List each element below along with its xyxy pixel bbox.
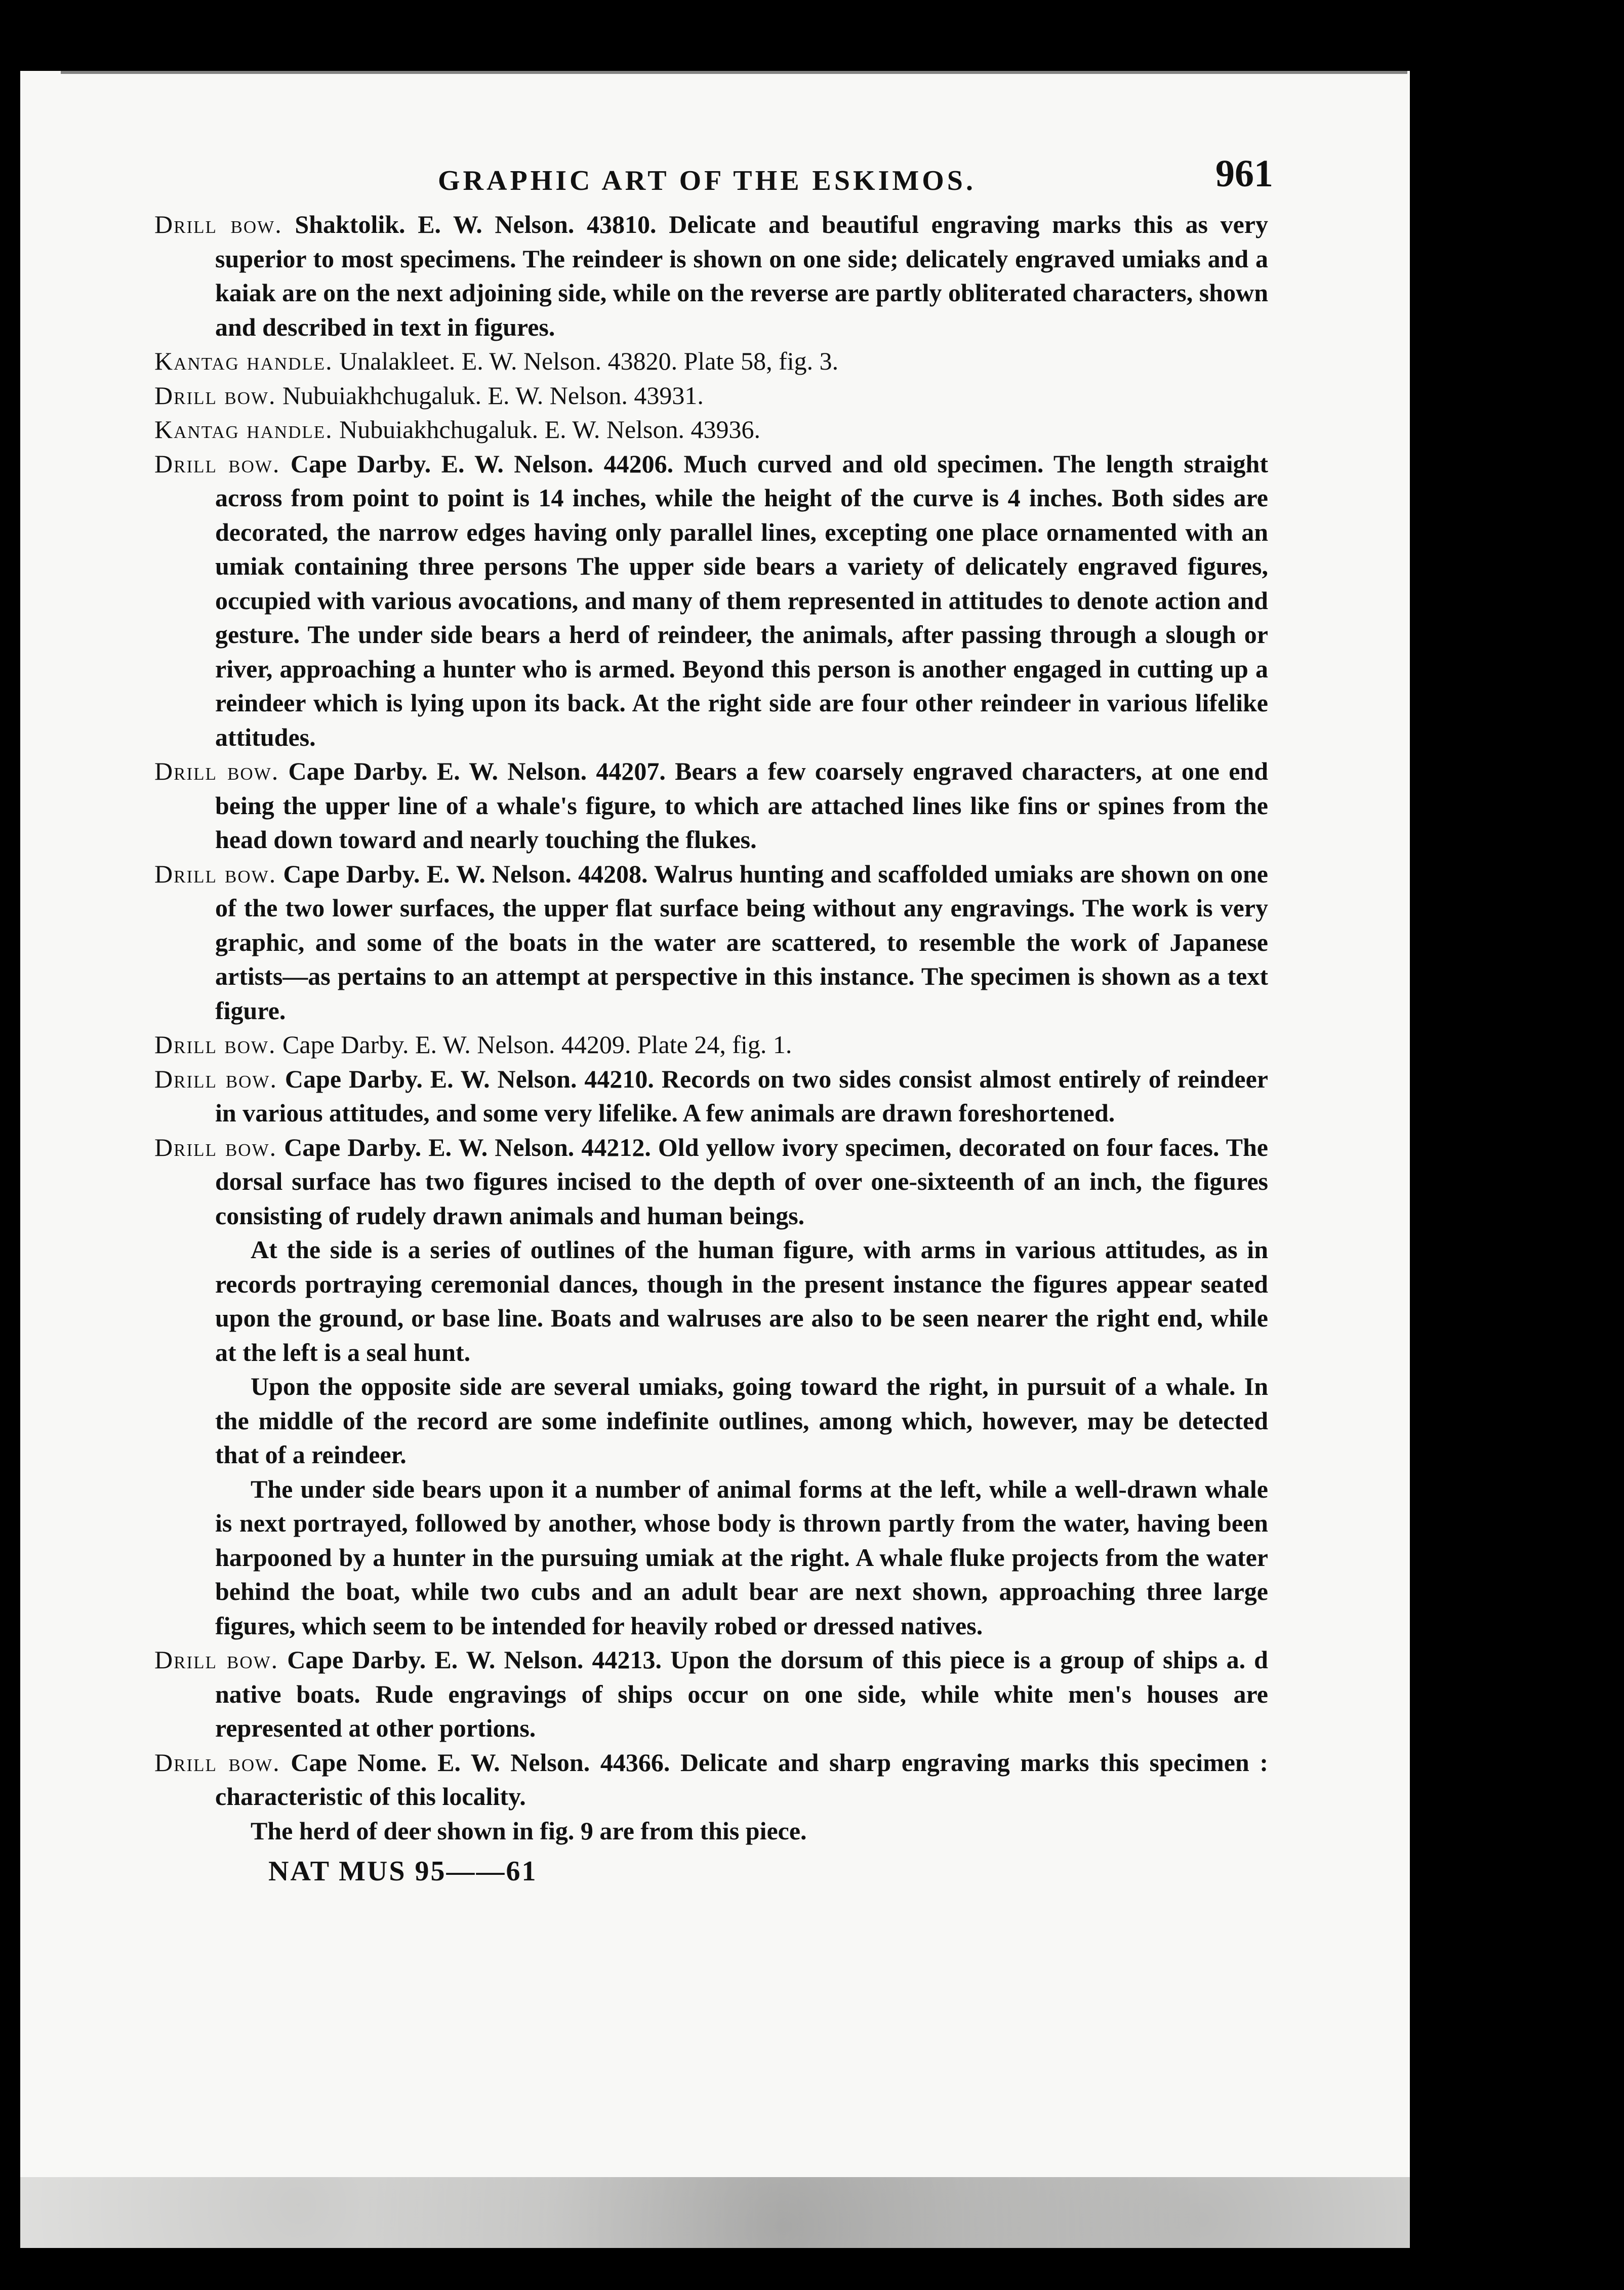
entry-text: Cape Darby. E. W. Nelson. 44207. Bears a few coarsely engraved characters, at one end being the upper line of a whale's figure, to which are attached lines like fins or spines from the head down toward and nearly touching the flukes. <box>215 757 1268 854</box>
entry-label: Drill bow. <box>154 1064 277 1093</box>
entry-text: Shaktolik. E. W. Nelson. 43810. Delicate and beautiful engraving marks this as very superior to most specimens. The reindeer is shown on one side; delicately engraved umiaks and a kaiak are on the next adjoining side, while on the reverse are partly obliterated characters, shown and described in text in figures. <box>215 210 1268 341</box>
catalog-entry-43810 <box>154 208 1268 344</box>
entry-text: Cape Darby. E. W. Nelson. 44209. Plate 24, fig. 1. <box>282 1030 792 1059</box>
entry-text: Cape Darby. E. W. Nelson. 44210. Records on two sides consist almost entirely of reindeer in various attitudes, and some very lifelike. A few animals are drawn foreshortened. <box>215 1064 1268 1127</box>
entry-label: Drill bow. <box>154 381 276 410</box>
entry-label: Kantag handle. <box>154 347 333 375</box>
page-content <box>154 152 1273 1887</box>
catalog-entry-44206 <box>154 447 1268 755</box>
entry-text: Nubuiakhchugaluk. E. W. Nelson. 43931. <box>282 381 704 410</box>
catalog-entry-44208 <box>154 857 1268 1028</box>
entry-label: Drill bow. <box>154 1030 276 1059</box>
paragraph-text: The herd of deer shown in fig. 9 are from this piece. <box>251 1816 807 1845</box>
entry-text: Nubuiakhchugaluk. E. W. Nelson. 43936. <box>339 415 761 444</box>
catalog-entry-43931 <box>154 379 1268 413</box>
entry-label: Kantag handle. <box>154 415 333 444</box>
entry-text: Unalakleet. E. W. Nelson. 43820. Plate 58, fig. 3. <box>339 347 839 375</box>
entry-label: Drill bow. <box>154 859 277 888</box>
entry-label: Drill bow. <box>154 1748 280 1777</box>
paragraph-text: At the side is a series of outlines of the human figure, with arms in various attitudes, as in records portraying ceremonial dances, though in the present instance the figures appear seated upon the ground, or base line. Boats and walruses are also to be seen nearer the right end, while at the left is a seal hunt. <box>215 1235 1268 1367</box>
entry-text: Cape Darby. E. W. Nelson. 44206. Much curved and old specimen. The length straight across from point to point is 14 inches, while the height of the curve is 4 inches. Both sides are decorated, the narrow edges having only parallel lines, excepting one place ornamented with an umiak containing three persons The upper side bears a variety of delicately engraved figures, occupied with various avocations, and many of them represented in attitudes to denote action and gesture. The under side bears a herd of reindeer, the animals, after passing through a slough or river, approaching a hunter who is armed. Beyond this person is another engaged in cutting up a reindeer which is lying upon its back. At the right side are four other reindeer in various lifelike attitudes. <box>215 449 1269 751</box>
entry-label: Drill bow. <box>154 757 279 785</box>
paragraph-44212-opposite-side <box>154 1370 1268 1472</box>
catalog-entry-44213 <box>154 1643 1268 1746</box>
page-header <box>154 152 1273 208</box>
catalog-entry-44366 <box>154 1746 1268 1814</box>
page-top-rule <box>61 71 1407 74</box>
entry-text: Cape Darby. E. W. Nelson. 44212. Old yellow ivory specimen, decorated on four faces. The dorsal surface has two figures incised to the depth of over one-sixteenth of an inch, the figures consisting of rudely drawn animals and human beings. <box>215 1133 1268 1230</box>
catalog-entry-44210 <box>154 1062 1268 1131</box>
entry-text: Cape Darby. E. W. Nelson. 44208. Walrus hunting and scaffolded umiaks are shown on one of the two lower surfaces, the upper flat surface being without any engravings. The work is very graphic, and some of the boats in the water are scattered, to resemble the work of Japanese artists—as pertains to an attempt at perspective in this instance. The specimen is shown as a text figure. <box>215 859 1268 1025</box>
catalog-entry-43936 <box>154 413 1268 447</box>
entry-label: Drill bow. <box>154 210 282 238</box>
page-number: 961 <box>1215 152 1273 195</box>
catalog-entry-44209 <box>154 1028 1268 1062</box>
paragraph-text: Upon the opposite side are several umiaks, going toward the right, in pursuit of a whale. In the middle of the record are some indefinite outlines, among which, however, may be detected that of a reindeer. <box>215 1372 1268 1469</box>
catalog-entry-44212 <box>154 1131 1268 1233</box>
signature-mark: NAT MUS 95——61 <box>268 1856 538 1887</box>
catalog-entry-43820 <box>154 344 1268 379</box>
entry-text: Cape Nome. E. W. Nelson. 44366. Delicate and sharp engraving marks this specimen : characteristic of this locality. <box>215 1748 1269 1811</box>
running-head: GRAPHIC ART OF THE ESKIMOS. <box>438 165 976 196</box>
scan-bottom-noise <box>20 2177 1410 2248</box>
paragraph-herd-of-deer <box>154 1814 1268 1849</box>
entry-text: Cape Darby. E. W. Nelson. 44213. Upon the dorsum of this piece is a group of ships a. d native boats. Rude engravings of ships occur on one side, while white men's houses are represented at other portions. <box>215 1645 1268 1742</box>
scan-left-edge <box>0 66 19 2290</box>
catalog-entry-44207 <box>154 754 1268 857</box>
paragraph-44212-under-side <box>154 1472 1268 1643</box>
entry-label: Drill bow. <box>154 449 280 478</box>
paragraph-44212-side <box>154 1233 1268 1370</box>
entry-label: Drill bow. <box>154 1645 279 1674</box>
entry-label: Drill bow. <box>154 1133 277 1161</box>
paragraph-text: The under side bears upon it a number of animal forms at the left, while a well-drawn whale is next portrayed, followed by another, whose body is thrown partly from the water, having been harpooned by a hunter in the pursuing umiak at the right. A whale fluke projects from the water behind the boat, while two cubs and an adult bear are next shown, approaching three large figures, which seem to be intended for heavily robed or dressed natives. <box>215 1474 1268 1640</box>
